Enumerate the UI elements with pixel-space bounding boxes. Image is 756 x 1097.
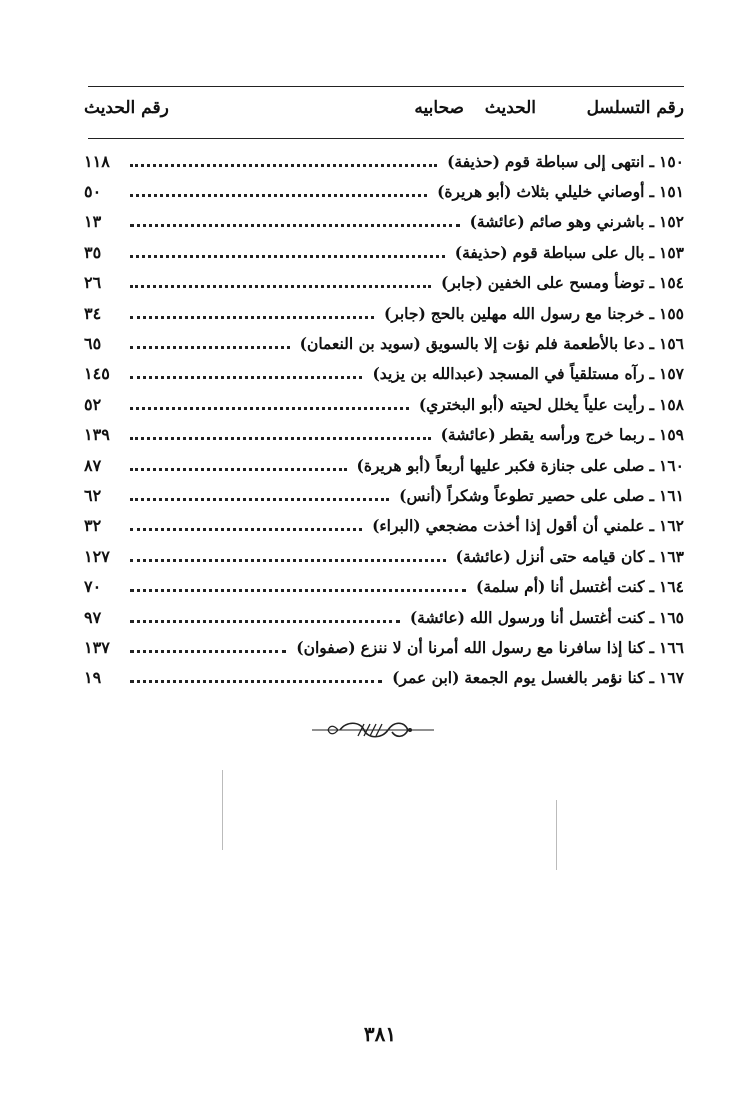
- list-item: ١٥٨ ـ رأيت علياً يخلل لحيته (أبو البختري) ٥٢: [84, 394, 684, 414]
- entry-number: ٥٢: [84, 394, 102, 414]
- list-item: ١٥٥ ـ خرجنا مع رسول الله مهلين بالحج (جابر) ٣٤: [84, 303, 684, 323]
- entry-number: ١٣: [84, 212, 102, 232]
- hadith-index-list: [84, 146, 684, 693]
- leader-dots: [130, 484, 389, 501]
- entry-source: (جابر): [383, 303, 426, 323]
- entry-source: (أم سلمة): [476, 577, 546, 597]
- list-item: ١٥٩ ـ ربما خرج ورأسه يقطر (عائشة) ١٣٩: [84, 425, 684, 445]
- leader-dots: [130, 241, 445, 258]
- entry-number: ١١٨: [84, 151, 110, 171]
- entry-text: صلى على حصير تطوعاً وشكراً: [447, 485, 645, 505]
- entry-serial: ١٦٦: [659, 637, 684, 657]
- list-item: ١٦٤ ـ كنت أغتسل أنا (أم سلمة) ٧٠: [84, 577, 684, 597]
- entry-serial: ١٦٤: [659, 577, 684, 597]
- leader-dots: [130, 180, 427, 197]
- leader-dots: [130, 362, 362, 379]
- entry-number: ٩٧: [84, 607, 102, 627]
- entry-number: ٣٢: [84, 516, 102, 536]
- entry-text: كنا إذا سافرنا مع رسول الله أمرنا أن لا ننزع: [360, 637, 645, 657]
- entry-serial: ١٥٤: [659, 273, 684, 293]
- entry-serial: ١٦٠: [659, 455, 684, 475]
- leader-dots: [130, 332, 290, 349]
- entry-serial: ١٥٠: [659, 151, 684, 171]
- leader-dots: [130, 210, 460, 227]
- entry-serial: ١٥٣: [659, 242, 684, 262]
- header-serial-label: رقم التسلسل: [586, 98, 684, 118]
- entry-source: (أبو البختري): [418, 394, 505, 414]
- list-item: ١٥٢ ـ باشرني وهو صائم (عائشة) ١٣: [84, 212, 684, 232]
- entry-text: خرجنا مع رسول الله مهلين بالحج: [430, 303, 645, 323]
- ornament-divider-icon: [312, 718, 434, 742]
- entry-text: دعا بالأطعمة فلم نؤت إلا بالسويق: [425, 334, 645, 354]
- entry-source: (أبو هريرة): [356, 455, 431, 475]
- list-item: ١٦٧ ـ كنا نؤمر بالغسل يوم الجمعة (ابن عمر) ١٩: [84, 668, 684, 688]
- list-item: ١٥٣ ـ بال على سباطة قوم (حذيفة) ٣٥: [84, 242, 684, 262]
- entry-source: (سويد بن النعمان): [299, 334, 421, 354]
- entry-text: ربما خرج ورأسه يقطر: [500, 425, 645, 445]
- entry-source: (حذيفة): [454, 242, 508, 262]
- leader-dots: [130, 666, 382, 683]
- page-number: ٣٨١: [363, 1022, 397, 1046]
- list-item: ١٦٣ ـ كان قيامه حتى أنزل (عائشة) ١٢٧: [84, 546, 684, 566]
- entry-serial: ١٥٩: [659, 425, 684, 445]
- entry-serial: ١٥٧: [659, 364, 684, 384]
- entry-text: انتهى إلى سباطة قوم: [504, 151, 645, 171]
- entry-number: ٣٥: [84, 242, 102, 262]
- list-item: ١٦١ ـ صلى على حصير تطوعاً وشكراً (أنس) ٦٢: [84, 485, 684, 505]
- entry-text: كنا نؤمر بالغسل يوم الجمعة: [464, 668, 645, 688]
- leader-dots: [130, 575, 466, 592]
- entry-number: ٨٧: [84, 455, 102, 475]
- list-item: ١٦٥ ـ كنت أغتسل أنا ورسول الله (عائشة) ٩٧: [84, 607, 684, 627]
- entry-text: صلى على جنازة فكبر عليها أربعاً: [435, 455, 645, 475]
- list-item: ١٥١ ـ أوصاني خليلي بثلاث (أبو هريرة) ٥٠: [84, 182, 684, 202]
- list-item: ١٦٢ ـ علمني أن أقول إذا أخذت مضجعي (البراء) ٣٢: [84, 516, 684, 536]
- entry-source: (جابر): [440, 273, 483, 293]
- top-rule: [88, 86, 684, 87]
- entry-serial: ١٦٣: [659, 546, 684, 566]
- entry-source: (البراء): [372, 516, 421, 536]
- leader-dots: [130, 454, 347, 471]
- leader-dots: [130, 302, 374, 319]
- entry-text: كنت أغتسل أنا: [550, 577, 645, 597]
- entry-number: ١٤٥: [84, 364, 110, 384]
- entry-source: (عائشة): [440, 425, 496, 445]
- list-item: ١٦٠ ـ صلى على جنازة فكبر عليها أربعاً (أبو هريرة) ٨٧: [84, 455, 684, 475]
- header-rule: [88, 138, 684, 139]
- list-item: ١٦٦ ـ كنا إذا سافرنا مع رسول الله أمرنا أن لا ننزع (صفوان) ١٣٧: [84, 637, 684, 657]
- entry-text: كنت أغتسل أنا ورسول الله: [469, 607, 645, 627]
- entry-source: (عبدالله بن يزيد): [372, 364, 484, 384]
- entry-number: ٢٦: [84, 273, 102, 293]
- entry-serial: ١٥٥: [659, 303, 684, 323]
- entry-number: ٦٥: [84, 334, 102, 354]
- entry-text: رأيت علياً يخلل لحيته: [509, 394, 645, 414]
- table-header: [84, 98, 684, 124]
- entry-number: ٣٤: [84, 303, 102, 323]
- leader-dots: [130, 636, 286, 653]
- entry-serial: ١٥٢: [659, 212, 684, 232]
- leader-dots: [130, 545, 446, 562]
- entry-number: ١٣٩: [84, 425, 110, 445]
- list-item: ١٥٧ ـ رآه مستلقياً في المسجد (عبدالله بن يزيد) ١٤٥: [84, 364, 684, 384]
- entry-source: (صفوان): [296, 637, 356, 657]
- entry-number: ١٣٧: [84, 637, 110, 657]
- entry-number: ١٩: [84, 668, 102, 688]
- header-number-label: رقم الحديث: [84, 98, 169, 118]
- entry-number: ٦٢: [84, 485, 102, 505]
- entry-serial: ١٦٥: [659, 607, 684, 627]
- entry-source: (أبو هريرة): [437, 182, 512, 202]
- leader-dots: [130, 150, 437, 167]
- entry-text: أوصاني خليلي بثلاث: [516, 182, 645, 202]
- list-item: ١٥٤ ـ توضأ ومسح على الخفين (جابر) ٢٦: [84, 273, 684, 293]
- leader-dots: [130, 423, 431, 440]
- leader-dots: [130, 606, 400, 623]
- entry-source: (حذيفة): [447, 151, 500, 171]
- leader-dots: [130, 271, 431, 288]
- list-item: ١٥٦ ـ دعا بالأطعمة فلم نؤت إلا بالسويق (سويد بن النعمان) ٦٥: [84, 334, 684, 354]
- entry-number: ٥٠: [84, 182, 102, 202]
- entry-number: ٧٠: [84, 577, 102, 597]
- entry-source: (أنس): [399, 485, 443, 505]
- entry-source: (عائشة): [409, 607, 465, 627]
- entry-text: كان قيامه حتى أنزل: [515, 546, 645, 566]
- entry-serial: ١٥١: [659, 182, 684, 202]
- entry-text: توضأ ومسح على الخفين: [487, 273, 645, 293]
- scan-speck: [222, 770, 223, 850]
- entry-source: (ابن عمر): [392, 668, 460, 688]
- header-hadith-label: الحديث: [484, 98, 536, 118]
- entry-serial: ١٦١: [659, 485, 684, 505]
- header-sahabi-label: صحابيه: [414, 98, 464, 118]
- entry-number: ١٢٧: [84, 546, 110, 566]
- entry-text: بال على سباطة قوم: [512, 242, 645, 262]
- entry-serial: ١٥٦: [659, 334, 684, 354]
- entry-text: رآه مستلقياً في المسجد: [488, 364, 645, 384]
- entry-serial: ١٦٧: [659, 668, 684, 688]
- list-item: ١٥٠ ـ انتهى إلى سباطة قوم (حذيفة) ١١٨: [84, 151, 684, 171]
- leader-dots: [130, 514, 362, 531]
- scan-speck: [556, 800, 557, 870]
- entry-text: باشرني وهو صائم: [529, 212, 645, 232]
- leader-dots: [130, 393, 409, 410]
- entry-text: علمني أن أقول إذا أخذت مضجعي: [425, 516, 645, 536]
- entry-serial: ١٦٢: [659, 516, 684, 536]
- entry-source: (عائشة): [455, 546, 511, 566]
- entry-source: (عائشة): [469, 212, 525, 232]
- entry-serial: ١٥٨: [659, 394, 684, 414]
